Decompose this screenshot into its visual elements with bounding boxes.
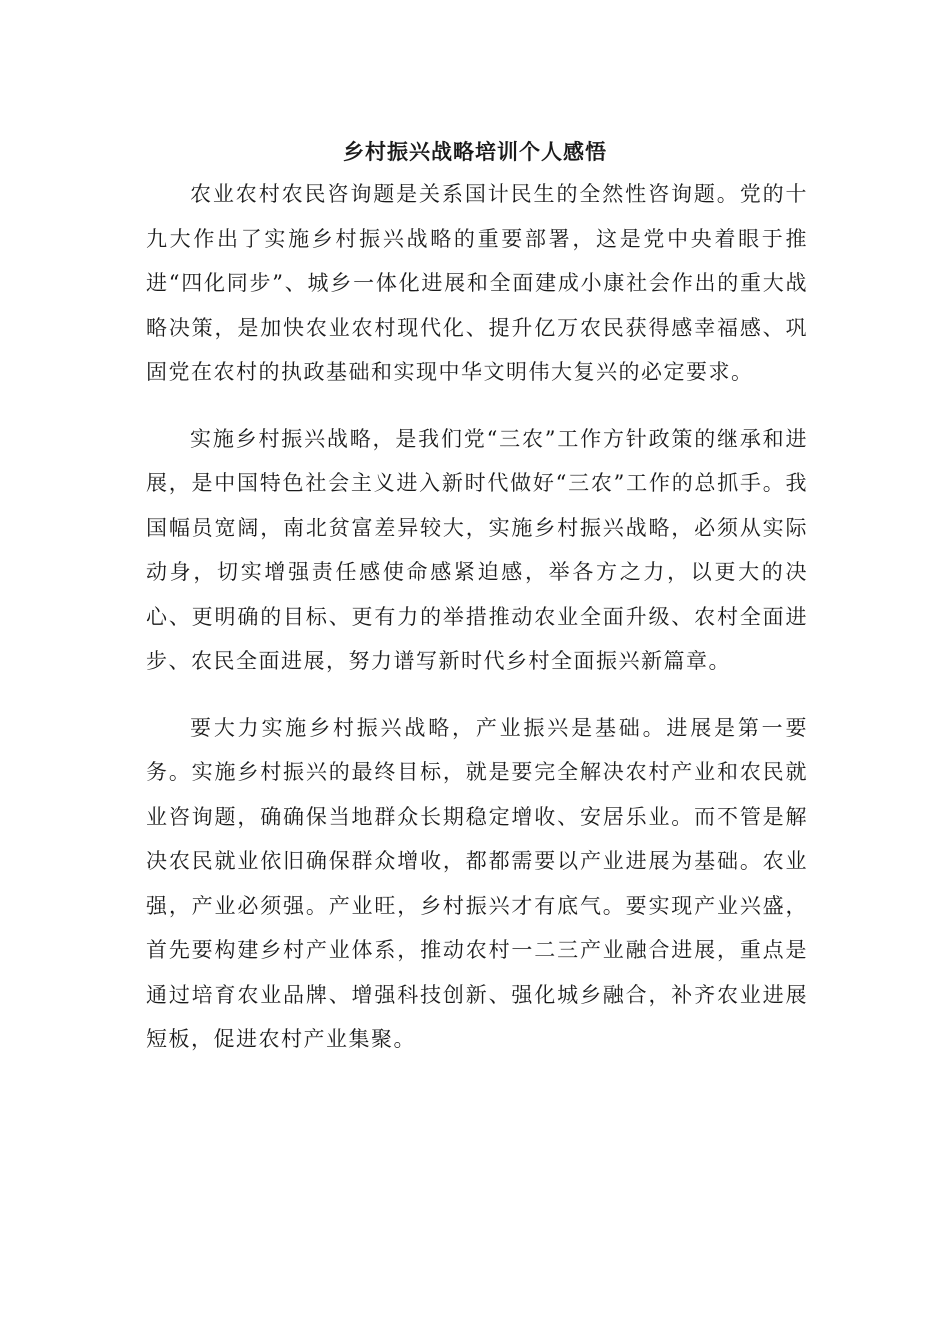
paragraph-2: 实施乡村振兴战略，是我们党“三农”工作方针政策的继承和进展，是中国特色社会主义进入新时代做好“三农”工作的总抓手。我国幅员宽阔，南北贫富差异较大，实施乡村振兴战略，必须从实际动身，切实增强责任感使命感紧迫感，举各方之力，以更大的决心、更明确的目标、更有力的举措推动农业全面升级、农村全面进步、农民全面进展，努力谱写新时代乡村全面振兴新篇章。 [146,426,808,673]
document-title: 乡村振兴战略培训个人感悟 [343,139,607,164]
paragraph-3: 要大力实施乡村振兴战略，产业振兴是基础。进展是第一要务。实施乡村振兴的最终目标，就是要完全解决农村产业和农民就业咨询题，确确保当地群众长期稳定增收、安居乐业。而不管是解决农民就业依旧确保群众增收，都都需要以产业进展为基础。农业强，产业必须强。产业旺，乡村振兴才有底气。要实现产业兴盛，首先要构建乡村产业体系，推动农村一二三产业融合进展，重点是通过培育农业品牌、增强科技创新、强化城乡融合，补齐农业进展短板，促进农村产业集聚。 [146,715,808,1051]
document-body [146,172,808,1062]
paragraph-1: 农业农村农民咨询题是关系国计民生的全然性咨询题。党的十九大作出了实施乡村振兴战略的重要部署，这是党中央着眼于推进“四化同步”、城乡一体化进展和全面建成小康社会作出的重大战略决策，是加快农业农村现代化、提升亿万农民获得感幸福感、巩固党在农村的执政基础和实现中华文明伟大复兴的必定要求。 [146,182,808,384]
